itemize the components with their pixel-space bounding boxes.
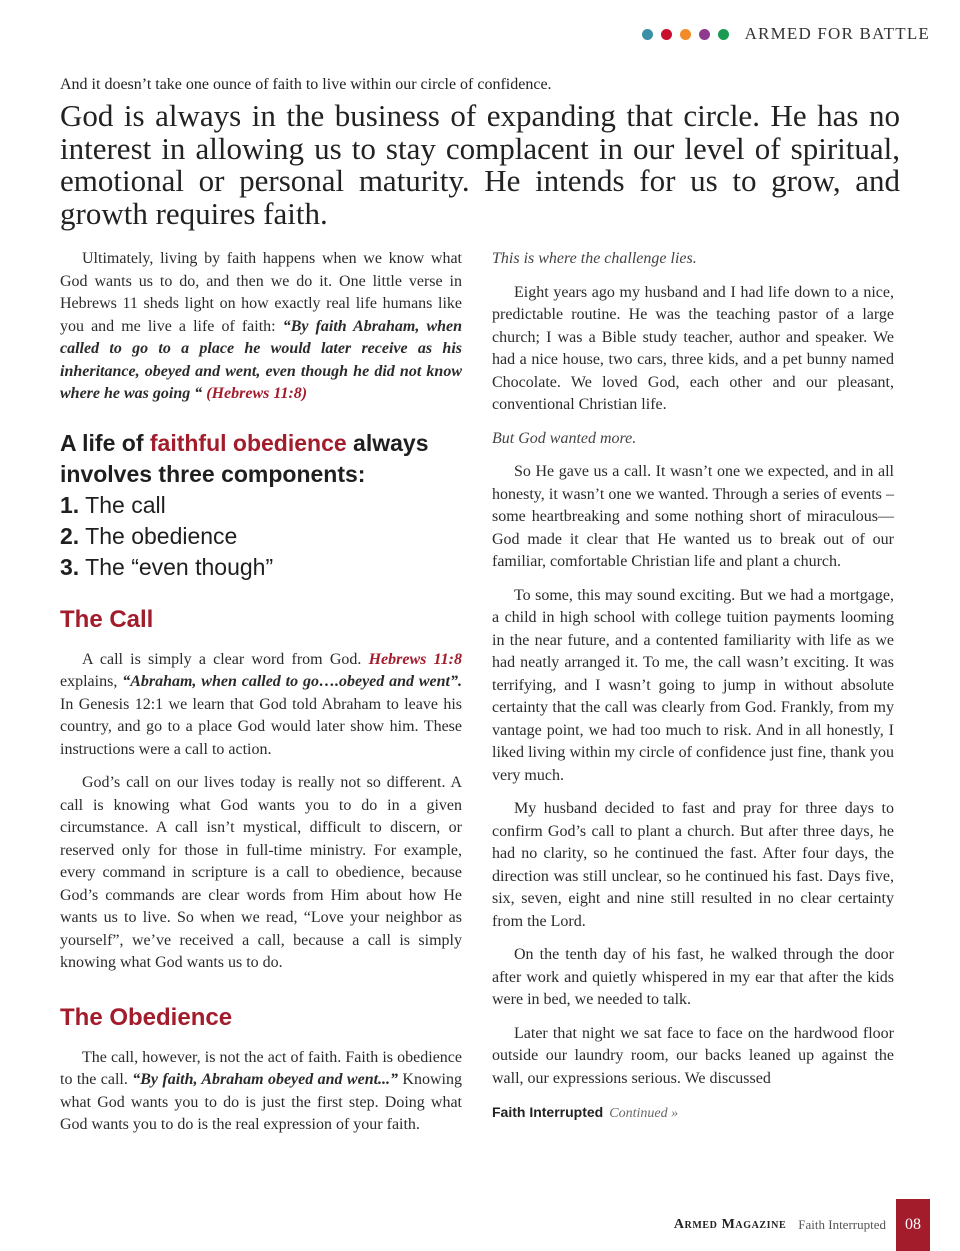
accent-text: faithful obedience <box>149 429 347 456</box>
color-dot <box>661 29 672 40</box>
magazine-name: Armed Magazine <box>673 1217 787 1232</box>
right-column <box>492 248 894 1122</box>
left-column <box>60 248 462 1137</box>
pull-quote: God is always in the business of expanding that circle. He has no interest in allowing us to stay complacent in our level of spiritual, emotional or personal maturity. He intends for us to grow, and growth requires faith. <box>60 98 900 231</box>
continued-link[interactable] <box>492 1104 894 1122</box>
body-paragraph: The call, however, is not the act of faith. Faith is obedience to the call. “By faith, Abraham obeyed and went...” Knowing what God wants you to do is just the first step. Doing what God wants you to do is the real expression of your faith. <box>60 1048 462 1133</box>
continued-title: Faith Interrupted <box>492 1104 604 1120</box>
subheading-the-call: The Call <box>60 605 154 633</box>
subheading-the-obedience: The Obedience <box>60 1003 233 1031</box>
body-paragraph: Ultimately, living by faith happens when we know what God wants us to do, and then we do it. One little verse in Hebrews 11 sheds light on how exactly real life humans like you and me live a life of faith: “By faith Abraham, when called to go to a place he would later receive as his inheritance, obeyed and went, even though he did not know where he was going “ (Hebrews 11:8) <box>60 250 463 402</box>
continued-label: Continued » <box>609 1106 679 1121</box>
body-paragraph: A call is simply a clear word from God. Hebrews 11:8 explains, “Abraham, when called to go….obeyed and went”. In Genesis 12:1 we learn that God told Abraham to leave his country, and go to a place God would later show him. These instructions were a call to action. <box>60 650 463 758</box>
body-paragraph: On the tenth day of his fast, he walked through the door after work and quietly whispered in my ear that after the kids were in bed, we needed to talk. <box>492 946 894 1008</box>
italic-line: But God wanted more. <box>492 429 637 447</box>
scripture-reference: Hebrews 11:8 <box>368 650 463 668</box>
intro-line: And it doesn’t take one ounce of faith to live within our circle of confidence. <box>60 76 552 93</box>
color-dot <box>642 29 653 40</box>
page-footer <box>674 1199 930 1251</box>
body-paragraph: To some, this may sound exciting. But we had a mortgage, a child in high school with college tuition payments looming in the near future, and a contented familiarity with life as we had neatly arranged it. To me, the call wasn’t exciting. It was terrifying, and I wasn’t going to jump in without absolute certainty that the call was clearly from God. Frankly, from my vantage point, we had too much to risk. And in all honestly, I liked living within my circle of confidence just fine, thank you very much. <box>492 586 894 784</box>
body-paragraph: My husband decided to fast and pray for three days to confirm God’s call to plant a church. But after three days, he had no clarity, so he continued the fast. After four days, the direction was still unclear, so he continued his fast. Days five, six, seven, eight and nine still resulted in no clear certainty from the Lord. <box>492 800 894 930</box>
components-list <box>60 490 462 583</box>
section-label: ARMED FOR BATTLE <box>744 24 930 43</box>
color-dot <box>718 29 729 40</box>
body-paragraph: So He gave us a call. It wasn’t one we expected, and in all honesty, it wasn’t one we wanted. Through a series of events – some heartbreaking and some nothing short of miraculous—God made it clear that He wanted us to break out of our familiar, comfortable Christian life and plant a church. <box>492 463 894 570</box>
scripture-quote: “Abraham, when called to go….obeyed and went”. <box>122 673 463 690</box>
page-number: 08 <box>896 1199 930 1251</box>
body-paragraph: Eight years ago my husband and I had life down to a nice, predictable routine. He was the teaching pastor of a large church; I was a Bible study teacher, author and speaker. We had a nice house, two cars, three kids, and a pet bunny named Chocolate. We loved God, each other and our pleasant, conventional Christian life. <box>492 283 894 413</box>
components-heading: A life of faithful obedience always involves three components: <box>60 429 429 487</box>
components-box <box>60 428 462 583</box>
scripture-quote: “By faith, Abraham obeyed and went...” <box>132 1071 399 1088</box>
list-item: 2. The obedience <box>60 522 238 549</box>
italic-line: This is where the challenge lies. <box>492 250 697 267</box>
list-item: 1. The call <box>60 491 166 518</box>
body-paragraph: God’s call on our lives today is really not so different. A call is knowing what God wants you to do in a given circumstance. A call isn’t mystical, difficult to discern, or reserved only for those in full-time ministry. For example, every command in scripture is a call to obedience, because God’s commands are clear words from Him about how He wants us to live. So when we read, “Love your neighbor as yourself”, we’ve received a call, because a call is simply knowing what God wants us to do. <box>60 774 462 971</box>
color-dot <box>680 29 691 40</box>
list-item: 3. The “even though” <box>60 553 274 580</box>
scripture-quote: “By faith Abraham, when called to go to a place he would later receive as his inheritance, obeyed and went, even though he did not know where he was going “ <box>60 317 463 402</box>
scripture-reference: (Hebrews 11:8) <box>206 385 308 402</box>
color-dot <box>699 29 710 40</box>
page-header <box>642 24 930 44</box>
body-paragraph: Later that night we sat face to face on the hardwood floor outside our laundry room, our backs leaned up against the wall, our expressions serious. We discussed <box>492 1024 894 1087</box>
article-title: Faith Interrupted <box>798 1217 886 1232</box>
color-dots <box>642 29 729 40</box>
